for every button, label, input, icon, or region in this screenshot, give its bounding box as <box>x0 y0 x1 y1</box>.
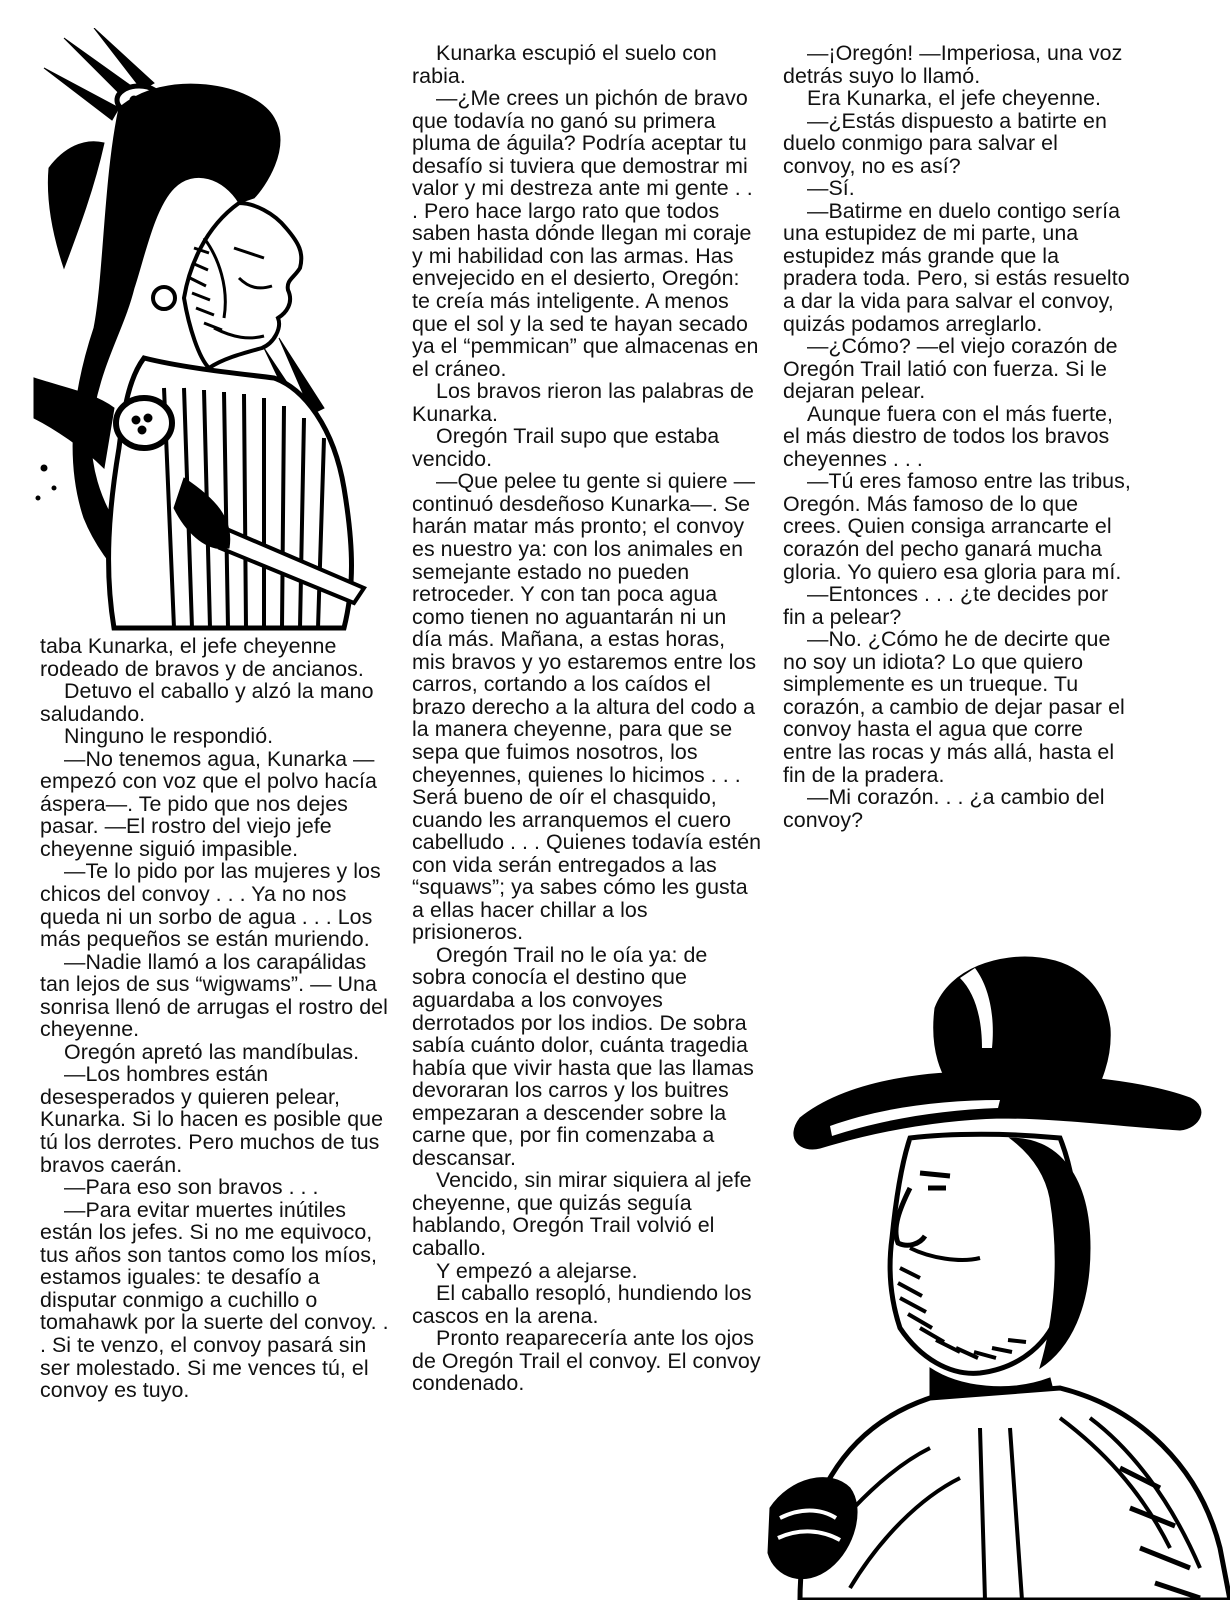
paragraph: Aunque fuera con el más fuerte, el más diestro de todos los bravos cheyennes . . . <box>783 401 1113 471</box>
text-column-right <box>783 42 1133 831</box>
chief-portrait-icon <box>24 28 402 638</box>
paragraph: Los bravos rieron las palabras de Kunarka. <box>412 379 754 426</box>
paragraph: —Entonces . . . ¿te decides por fin a pelear? <box>783 582 1109 629</box>
cowboy-portrait-icon <box>760 948 1230 1600</box>
paragraph: —¿Me crees un pichón de bravo que todavía no ganó su primera pluma de águila? Podría aceptar tu desafío si tuviera que demostrar mi valor y mi destreza ante mi gente . . . Pero hace largo rato que todos saben hasta dónde llegan mi coraje y mi habilidad con las armas. Has envejecido en el desierto, Oregón: te creía más inteligente. A menos que el sol y la sed te hayan secado ya el “pemmican” que almacenas en el cráneo. <box>412 86 759 381</box>
paragraph: taba Kunarka, el jefe cheyenne rodeado de bravos y de ancianos. <box>40 634 364 681</box>
paragraph: —¿Estás dispuesto a batirte en duelo conmigo para salvar el convoy, no es así? <box>783 108 1107 178</box>
text-column-middle <box>412 42 762 1395</box>
paragraph: —¡Oregón! —Imperiosa, una voz detrás suyo lo llamó. <box>783 41 1123 88</box>
paragraph: —Tú eres famoso entre las tribus, Oregón. Más famoso de lo que crees. Quien consiga arrancarte el corazón del pecho ganará mucha gloria. Yo quiero esa gloria para mí. <box>783 469 1131 584</box>
paragraph: —Para evitar muertes inútiles están los jefes. Si no me equivoco, tus años son tantos como los míos, estamos iguales: te desafío a disputar conmigo a cuchillo o tomahawk por la suerte del convoy. . . Si te venzo, el convoy pasará sin ser molestado. Si me vences tú, el convoy es tuyo. <box>40 1197 389 1403</box>
paragraph: —Que pelee tu gente si quiere —continuó desdeñoso Kunarka—. Se harán matar más pronto; el convoy es nuestro ya: con los animales en semejante estado no pueden retroceder. Y con tan poca agua como tienen no aguantarán ni un día más. Mañana, a estas horas, mis bravos y yo estaremos entre los carros, cortando a los caídos el brazo derecho a la altura del codo a la manera cheyenne, para que se sepa que fuimos nosotros, los cheyennes, quienes lo hicimos . . . Será bueno de oír el chasquido, cuando les arranquemos el cuero cabelludo . . . Quienes todavía estén con vida serán entregados a las “squaws”; ya sabes cómo les gusta a ellas hacer chillar a los prisioneros. <box>412 469 762 945</box>
paragraph: —Te lo pido por las mujeres y los chicos del convoy . . . Ya no nos queda ni un sorbo de agua . . . Los más pequeños se están muriendo. <box>40 859 381 952</box>
paragraph: Pronto reaparecería ante los ojos de Oregón Trail el convoy. El convoy condenado. <box>412 1326 761 1396</box>
paragraph: Kunarka escupió el suelo con rabia. <box>412 41 717 88</box>
paragraph: —No. ¿Cómo he de decirte que no soy un idiota? Lo que quiero simplemente es un trueque. Tu corazón, a cambio de dejar pasar el convoy hasta el agua que corre entre las rocas y más allá, hasta el fin de la pradera. <box>783 627 1125 787</box>
paragraph: Oregón Trail no le oía ya: de sobra conocía el destino que aguardaba a los convoyes derrotados por los indios. De sobra sabía cuánto dolor, cuánta tragedia había que vivir hasta que las llamas devoraran los carros y los buitres empezaran a descender sobre la carne que, por fin comenzaba a descansar. <box>412 942 754 1170</box>
paragraph: —Para eso son bravos . . . <box>64 1175 319 1200</box>
paragraph: Ninguno le respondió. <box>64 724 274 749</box>
paragraph: —Sí. <box>807 176 855 201</box>
paragraph: —No tenemos agua, Kunarka —empezó con voz que el polvo hacía áspera—. Te pido que nos dejes pasar. —El rostro del viejo jefe cheyenne siguió impasible. <box>40 746 377 861</box>
text-column-left <box>40 635 390 1402</box>
paragraph: —Los hombres están desesperados y quieren pelear, Kunarka. Si lo hacen es posible que tú los derrotes. Pero muchos de tus bravos caerán. <box>40 1062 384 1177</box>
paragraph: Vencido, sin mirar siquiera al jefe cheyenne, que quizás seguía hablando, Oregón Trail volvió el caballo. <box>412 1168 752 1260</box>
paragraph: —¿Cómo? —el viejo corazón de Oregón Trail latió con fuerza. Si le dejaran pelear. <box>783 334 1118 404</box>
paragraph: Oregón Trail supo que estaba vencido. <box>412 424 720 471</box>
paragraph: Oregón apretó las mandíbulas. <box>64 1039 360 1064</box>
paragraph: Y empezó a alejarse. <box>436 1258 638 1283</box>
paragraph: Detuvo el caballo y alzó la mano saludando. <box>40 679 374 726</box>
paragraph: Era Kunarka, el jefe cheyenne. <box>807 86 1102 111</box>
paragraph: El caballo resopló, hundiendo los cascos en la arena. <box>412 1281 752 1328</box>
paragraph: —Mi corazón. . . ¿a cambio del convoy? <box>783 785 1105 832</box>
paragraph: —Nadie llamó a los carapálidas tan lejos de sus “wigwams”. — Una sonrisa llenó de arrugas el rostro del cheyenne. <box>40 949 388 1042</box>
paragraph: —Batirme en duelo contigo sería una estupidez de mi parte, una estupidez más grande que la pradera toda. Pero, si estás resuelto a dar la vida para salvar el convoy, quizás podamos arreglarlo. <box>783 198 1130 336</box>
